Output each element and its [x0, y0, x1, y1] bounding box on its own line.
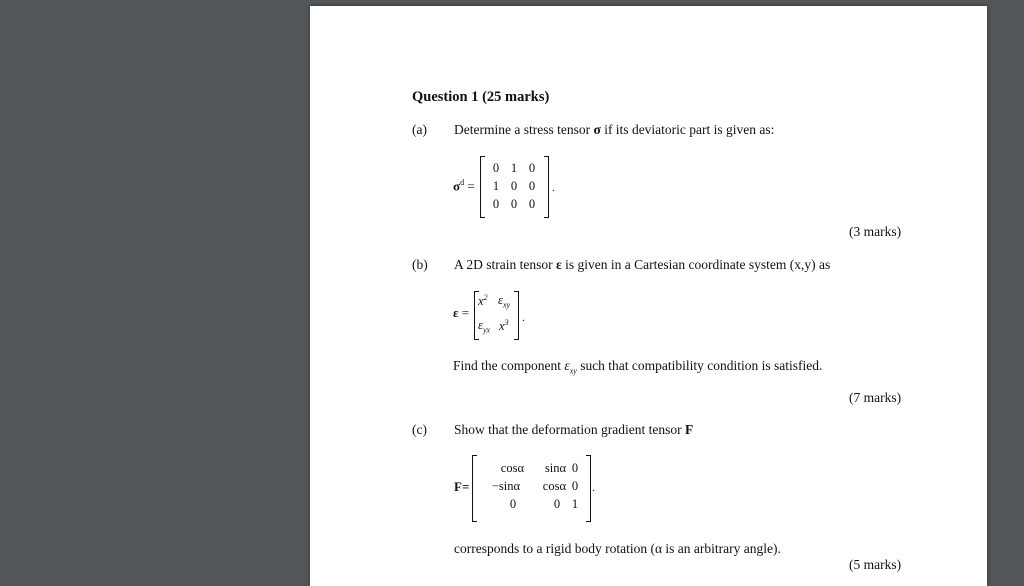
- matrix-a-cell: 0: [510, 179, 518, 193]
- part-c-marks: (5 marks): [849, 557, 902, 572]
- part-b-label: (b): [412, 257, 428, 272]
- part-a-text-pre: Determine a stress tensor: [454, 122, 594, 137]
- matrix-b-cell-eyx: [478, 318, 490, 335]
- x2-base: x: [478, 294, 484, 309]
- matrix-a-cell: 1: [510, 161, 518, 175]
- matrix-b-right-bracket: [514, 291, 519, 340]
- matrix-a-cell: 0: [528, 197, 536, 211]
- matrix-a-cell: 0: [528, 161, 536, 175]
- matrix-c-cell: 1: [571, 497, 579, 511]
- sigma-d-equals: =: [467, 178, 475, 194]
- matrix-a-cell: 0: [492, 197, 500, 211]
- part-c-footer-pre: corresponds to a rigid body rotation (: [454, 541, 655, 556]
- matrix-c-period: .: [592, 480, 595, 494]
- question-title: Question 1 (25 marks): [412, 89, 550, 105]
- part-c-footer-post: is an arbitrary angle).: [662, 541, 781, 556]
- matrix-a-cell: 0: [492, 161, 500, 175]
- part-b-text-pre: A 2D strain tensor: [454, 257, 556, 272]
- alpha-symbol: α: [654, 541, 663, 556]
- matrix-c-right-bracket: [586, 455, 591, 522]
- matrix-b-cell-exy: [498, 293, 510, 310]
- sigma-d-symbol: σ: [453, 178, 461, 194]
- part-c-footer: [454, 541, 781, 557]
- part-c-question: [454, 422, 693, 438]
- matrix-a-cell: 1: [492, 179, 500, 193]
- part-b-find: [453, 358, 822, 376]
- matrix-a-cell: 0: [510, 197, 518, 211]
- eyx-sub: yx: [482, 325, 491, 335]
- matrix-c-cell: 0: [571, 479, 579, 493]
- epsilon-lhs-symbol: ε: [453, 305, 459, 320]
- document-page: [310, 6, 987, 586]
- part-b-find-pre: Find the component: [453, 358, 565, 373]
- x2-sup: 2: [483, 293, 488, 302]
- part-a-marks: (3 marks): [849, 224, 902, 239]
- part-a-label: (a): [412, 122, 427, 137]
- epsilon-symbol: ε: [556, 257, 562, 272]
- x3-base: x: [499, 319, 505, 334]
- matrix-a-left-bracket: [480, 156, 485, 218]
- matrix-b-cell-x3: [499, 318, 509, 334]
- matrix-c-cell: −sinα: [491, 479, 520, 493]
- part-b-text-post: is given in a Cartesian coordinate system (x,y) as: [561, 257, 831, 272]
- matrix-b-cell-x2: [478, 293, 488, 309]
- matrix-c-cell: cosα: [500, 461, 524, 475]
- exy-sub: xy: [502, 300, 511, 310]
- part-b-find-post: such that compatibility condition is satisfied.: [576, 358, 823, 373]
- x3-sup: 3: [504, 318, 509, 327]
- part-c-text: Show that the deformation gradient tensor: [454, 422, 685, 437]
- epsilon-lhs-equals: =: [461, 305, 470, 320]
- matrix-a-cell: 0: [528, 179, 536, 193]
- matrix-a-right-bracket: [544, 156, 549, 218]
- part-b-question: [454, 257, 830, 273]
- matrix-a-period: .: [552, 180, 555, 194]
- part-b-marks: (7 marks): [849, 390, 902, 405]
- f-lhs: F=: [454, 479, 470, 494]
- sigma-d-lhs: [453, 178, 475, 194]
- part-c-label: (c): [412, 422, 427, 437]
- exy-base: ε: [498, 293, 503, 307]
- epsilon-xy-symbol: ε: [564, 358, 570, 373]
- eyx-base: ε: [478, 318, 483, 332]
- part-a-question: [454, 122, 774, 138]
- matrix-c-cell: 0: [509, 497, 517, 511]
- sigma-symbol: σ: [593, 122, 601, 137]
- matrix-c-left-bracket: [472, 455, 477, 522]
- sigma-d-sup: d: [460, 178, 465, 187]
- matrix-c-cell: 0: [571, 461, 579, 475]
- part-a-text-post: if its deviatoric part is given as:: [600, 122, 775, 137]
- matrix-b-period: .: [522, 310, 525, 324]
- epsilon-lhs: [453, 305, 469, 321]
- f-symbol: F: [684, 422, 694, 437]
- matrix-c-cell: sinα: [544, 461, 566, 475]
- matrix-c-cell: 0: [553, 497, 561, 511]
- matrix-c-cell: cosα: [542, 479, 566, 493]
- epsilon-xy-sub: xy: [569, 366, 577, 376]
